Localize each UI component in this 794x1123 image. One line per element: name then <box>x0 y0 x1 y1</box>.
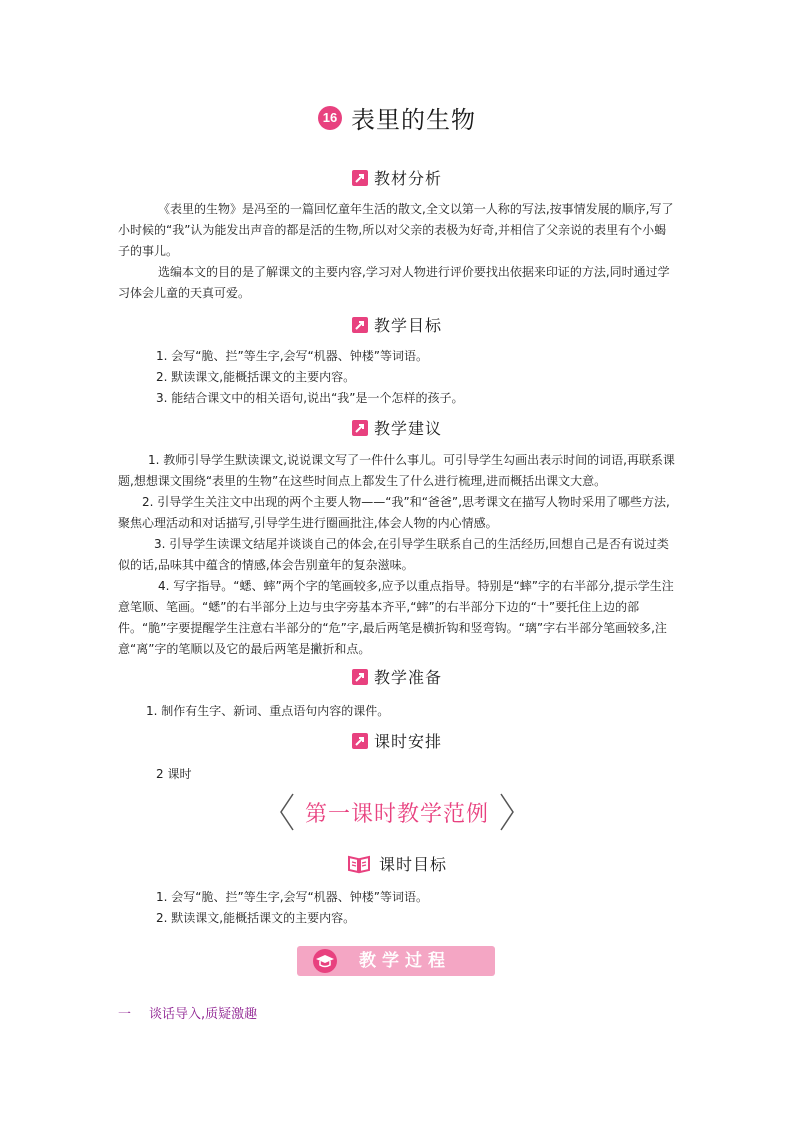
first-lesson-title: 第一课时教学范例 <box>304 801 489 827</box>
section-title: 课时安排 <box>373 732 442 751</box>
arrow-flag-icon <box>352 420 368 436</box>
analysis-paragraph: 《表里的生物》是冯至的一篇回忆童年生活的散文,全文以第一人称的写法,按事情发展的顺序,写了小时候的“我”认为能发出声音的都是活的生物,所以对父亲的表极为好奇,并相信了父亲说的表里有个小蝎子的事儿。 <box>118 202 674 258</box>
section-head-analysis <box>0 166 794 190</box>
process-label: 教学过程 <box>359 951 451 971</box>
section-head-preparation <box>0 665 794 689</box>
section-title: 教学目标 <box>373 316 442 335</box>
step-label: 谈话导入,质疑激趣 <box>149 1007 258 1022</box>
first-lesson-heading <box>0 792 794 832</box>
schedule-value: 2 课时 <box>156 767 192 781</box>
section-head-suggestions <box>0 416 794 440</box>
analysis-paragraph: 选编本文的目的是了解课文的主要内容,学习对人物进行评价要找出依据来印证的方法,同时通过学习体会儿童的天真可爱。 <box>118 265 670 300</box>
list-item: 1. 教师引导学生默读课文,说说课文写了一件什么事儿。可引导学生勾画出表示时间的词语,再联系课题,想想课文围绕“表里的生物”在这些时间点上都发生了什么进行梳理,进而概括出课文大意。 <box>118 453 675 488</box>
step-heading <box>118 1003 257 1022</box>
step-number: 一 <box>118 1007 132 1022</box>
list-item: 1. 会写“脆、拦”等生字,会写“机器、钟楼”等词语。 <box>156 890 428 904</box>
lesson-title-row <box>0 100 794 140</box>
teaching-process-banner <box>297 946 495 976</box>
suggestions-list <box>118 450 678 660</box>
section-title: 教学准备 <box>373 668 442 687</box>
arrow-flag-icon <box>352 317 368 333</box>
open-book-icon <box>347 854 371 874</box>
left-bracket-icon <box>277 792 297 832</box>
section-title: 课时目标 <box>378 855 447 874</box>
arrow-flag-icon <box>352 669 368 685</box>
arrow-flag-icon <box>352 170 368 186</box>
arrow-flag-icon <box>352 733 368 749</box>
list-item: 3. 能结合课文中的相关语句,说出“我”是一个怎样的孩子。 <box>156 391 464 405</box>
list-item: 1. 制作有生字、新词、重点语句内容的课件。 <box>146 704 390 718</box>
list-item: 2. 引导学生关注文中出现的两个主要人物——“我”和“爸爸”,思考课文在描写人物时采用了哪些方法,聚焦心理活动和对话描写,引导学生进行圈画批注,体会人物的内心情感。 <box>118 495 670 530</box>
section-head-goals <box>0 313 794 337</box>
analysis-body <box>118 199 678 304</box>
right-bracket-icon <box>497 792 517 832</box>
list-item: 1. 会写“脆、拦”等生字,会写“机器、钟楼”等词语。 <box>156 349 428 363</box>
section-title: 教材分析 <box>373 169 442 188</box>
preparation-list <box>146 701 666 722</box>
page-title: 表里的生物 <box>351 106 477 134</box>
lesson-goals-list <box>156 887 676 929</box>
section-head-schedule <box>0 729 794 753</box>
section-title: 教学建议 <box>373 419 442 438</box>
lesson-goals-head <box>0 852 794 876</box>
lesson-number-badge: 16 <box>318 106 342 130</box>
list-item: 2. 默读课文,能概括课文的主要内容。 <box>156 370 356 384</box>
list-item: 2. 默读课文,能概括课文的主要内容。 <box>156 911 356 925</box>
list-item: 3. 引导学生读课文结尾并谈谈自己的体会,在引导学生联系自己的生活经历,回想自己是否有说过类似的话,品味其中蕴含的情感,体会告别童年的复杂滋味。 <box>118 537 669 572</box>
goals-list <box>156 346 676 409</box>
list-item: 4. 写字指导。“蟋、蟀”两个字的笔画较多,应予以重点指导。特别是“蟀”字的右半部分,提示学生注意笔顺、笔画。“蟋”的右半部分上边与虫字旁基本齐平,“蟀”的右半部分下边的“十”要托住上边的部件。“脆”字要提醒学生注意右半部分的“危”字,最后两笔是横折钩和竖弯钩。“璃”字右半部分笔画较多,注意“离”字的笔顺以及它的最后两笔是撇折和点。 <box>118 579 674 656</box>
